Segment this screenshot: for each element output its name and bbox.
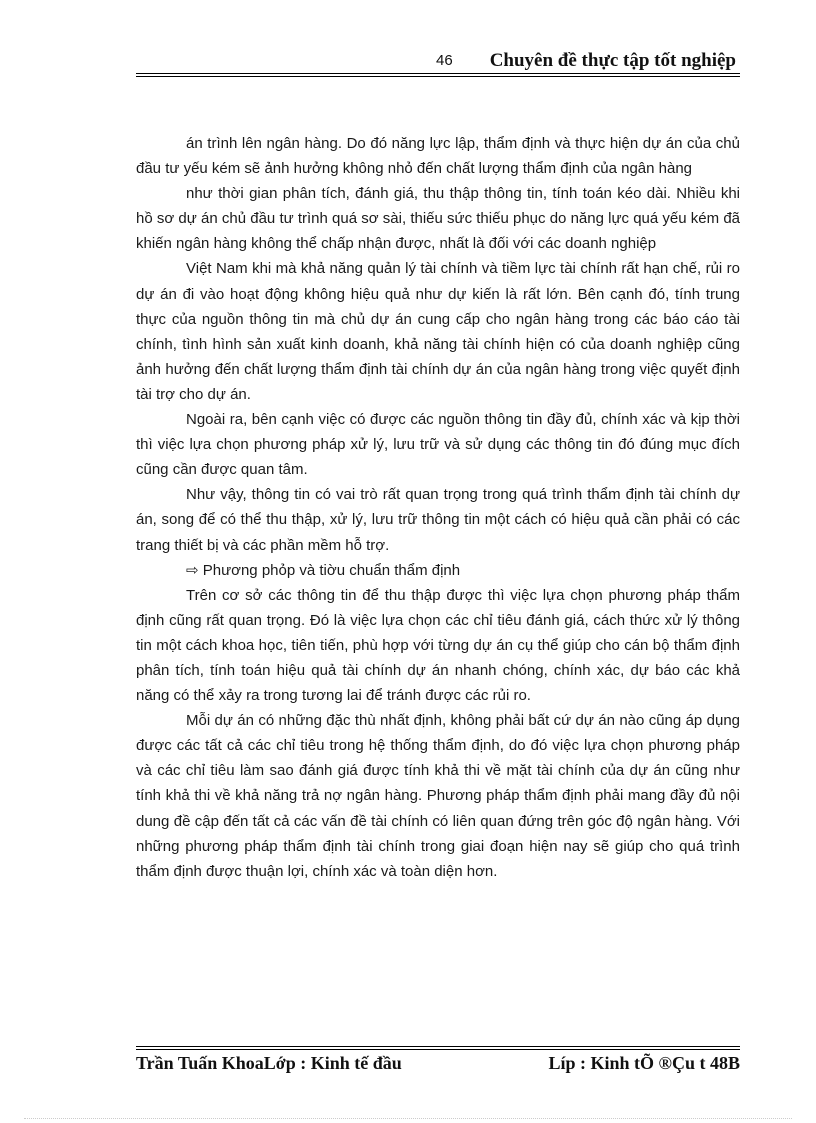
page-number: 46 [436,52,453,69]
footer-author: Trần Tuấn KhoaLớp : Kinh tế đầu [136,1053,402,1073]
header-rule-thin [136,76,740,77]
footer-rule-thin [136,1046,740,1047]
page-edge-dotted [24,1118,792,1119]
paragraph: Ngoài ra, bên cạnh việc có được các nguồn thông tin đầy đủ, chính xác và kịp thời thì việc lựa chọn phương pháp xử lý, lưu trữ và sử dụng các thông tin đó đúng mục đích cũng cần được quan tâm. [136,411,740,479]
paragraph: như thời gian phân tích, đánh giá, thu thập thông tin, tính toán kéo dài. Nhiều khi hồ sơ dự án chủ đầu tư trình quá sơ sài, thiếu sức thiếu phục do năng lực quá yếu kém đã khiến ngân hàng không thể chấp nhận được, nhất là đối với các doanh nghiệp [136,185,740,253]
paragraph: Như vậy, thông tin có vai trò rất quan trọng trong quá trình thẩm định tài chính dự án, song để có thể thu thập, xử lý, lưu trữ thông tin một cách có hiệu quả cần phải có các trang thiết bị và các phần mềm hỗ trợ. [136,486,740,554]
footer-rule [136,1049,740,1050]
paragraph: Mỗi dự án có những đặc thù nhất định, không phải bất cứ dự án nào cũng áp dụng được các tất cả các chỉ tiêu trong hệ thống thẩm định, do đó việc lựa chọn phương pháp và các chỉ tiêu làm sao đánh giá được tính khả thi về mặt tài chính của dự án cũng như tính khả thi về khả năng trả nợ ngân hàng. Phương pháp thẩm định phải mang đầy đủ nội dung đề cập đến tất cả các vấn đề tài chính có liên quan đứng trên góc độ ngân hàng. Với những phương pháp thẩm định tài chính trong giai đoạn hiện nay sẽ giúp cho quá trình thẩm định được thuận lợi, chính xác và toàn diện hơn. [136,712,740,880]
footer-class: Líp : Kinh tÕ ®Çu t 48B [548,1053,740,1073]
section-heading-bullet: ⇨ Phương phỏp và tiờu chuẩn thẩm định [186,561,461,579]
paragraph: Trên cơ sở các thông tin để thu thập được thì việc lựa chọn phương pháp thẩm định cũng rất quan trọng. Đó là việc lựa chọn các chỉ tiêu đánh giá, cách thức xử lý thông tin một cách khoa học, tiên tiến, phù hợp với từng dự án cụ thể giúp cho cán bộ thẩm định phân tích, tính toán hiệu quả tài chính dự án nhanh chóng, chính xác, dự báo các khả năng có thể xảy ra trong tương lai để tránh được các rủi ro. [136,586,740,705]
document-title: Chuyên đề thực tập tốt nghiệp [489,50,736,71]
page-header [136,48,740,74]
paragraph: án trình lên ngân hàng. Do đó năng lực lập, thẩm định và thực hiện dự án của chủ đầu tư yếu kém sẽ ảnh hưởng không nhỏ đến chất lượng thẩm định của ngân hàng [136,135,740,178]
header-rule [136,73,740,74]
paragraph: Việt Nam khi mà khả năng quản lý tài chính và tiềm lực tài chính rất hạn chế, rủi ro dự án đi vào hoạt động không hiệu quả như dự kiến là rất lớn. Bên cạnh đó, tính trung thực của nguồn thông tin mà chủ dự án cung cấp cho ngân hàng trong các báo cáo tài chính, tình hình sản xuất kinh doanh, khả năng tài chính hiện có của doanh nghiệp cũng ảnh hưởng đến chất lượng thẩm định tài chính dự án của ngân hàng trong việc quyết định tài trợ cho dự án. [136,260,740,403]
body-text [136,131,740,884]
